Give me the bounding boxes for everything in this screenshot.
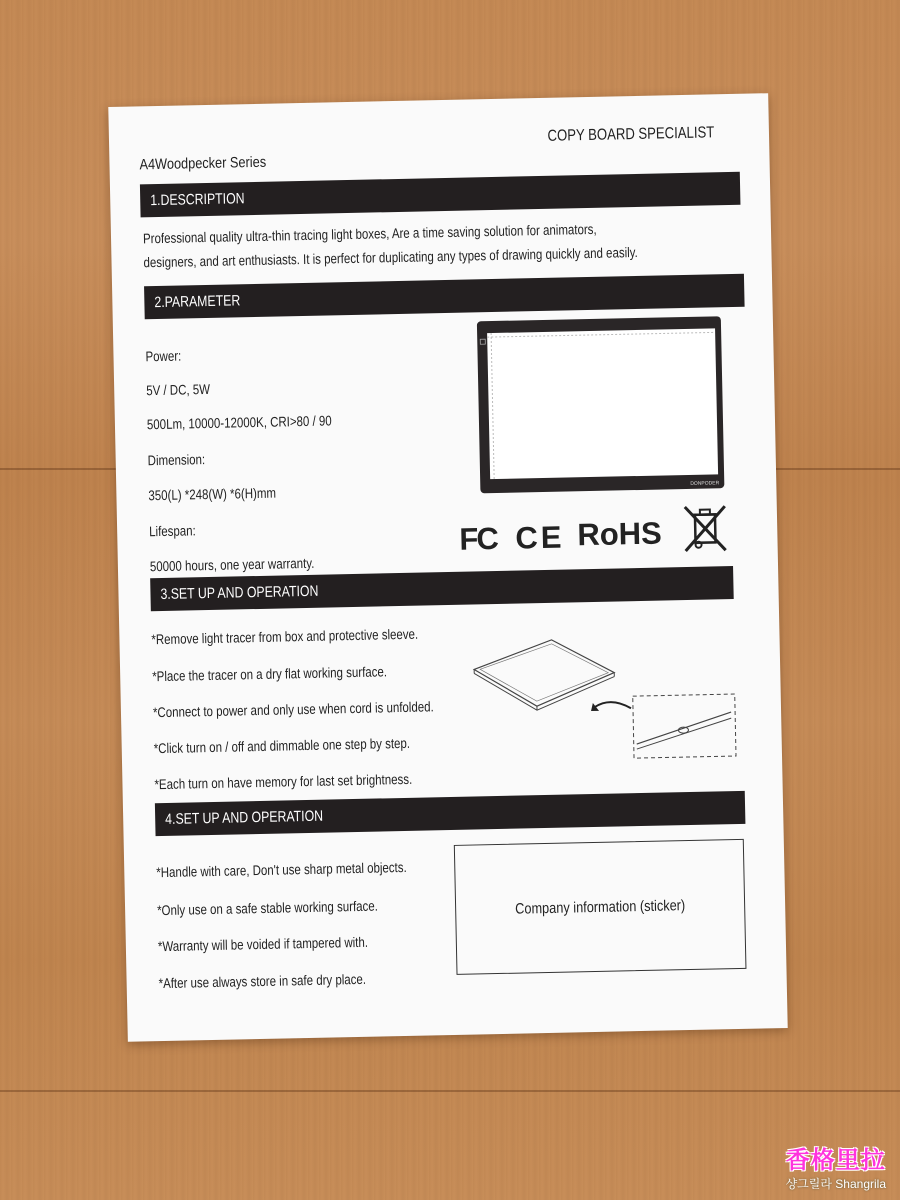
section-header-care: 4.SET UP AND OPERATION [155, 791, 746, 836]
setup-line: *Remove light tracer from box and protective sleeve. [151, 625, 419, 648]
tracer-setup-illustration [472, 634, 745, 765]
parameter-line: Lifespan: [149, 522, 196, 540]
section-header-setup: 3.SET UP AND OPERATION [150, 566, 734, 611]
parameter-line: 50000 hours, one year warranty. [149, 554, 315, 575]
instruction-sheet [108, 93, 787, 1042]
setup-line: *Click turn on / off and dimmable one step by step. [153, 734, 411, 757]
parameter-line: Power: [145, 347, 182, 365]
rohs-mark-icon: RoHS [576, 515, 663, 553]
tagline: COPY BOARD SPECIALIST [547, 124, 715, 145]
description-line: Professional quality ultra-thin tracing light boxes, Are a time saving solution for animators, [142, 220, 597, 247]
fc-mark-icon: FC [459, 520, 498, 557]
care-line: *Handle with care, Don't use sharp metal objects. [156, 858, 407, 881]
parameter-line: 500Lm, 10000-12000K, CRI>80 / 90 [146, 412, 332, 433]
description-line: designers, and art enthusiasts. It is perfect for duplicating any types of drawing quickly and easily. [143, 243, 638, 271]
device-brand-label: DONPODER [690, 480, 720, 487]
parameter-line: 350(L) *248(W) *6(H)mm [148, 484, 277, 504]
setup-line: *Connect to power and only use when cord is unfolded. [152, 698, 434, 721]
parameter-line: 5V / DC, 5W [146, 380, 211, 399]
series-name: A4Woodpecker Series [139, 153, 267, 174]
weee-bin-icon [682, 504, 729, 553]
wood-seam [0, 1090, 900, 1092]
care-line: *Only use on a safe stable working surface. [156, 897, 379, 919]
care-line: *Warranty will be voided if tampered with. [157, 933, 369, 955]
watermark-subtitle: 샹그릴라 Shangrila [785, 1177, 886, 1191]
setup-line: *Place the tracer on a dry flat working surface. [152, 663, 388, 685]
section-header-parameter: 2.PARAMETER [144, 274, 745, 320]
care-line: *After use always store in safe dry place. [158, 970, 367, 992]
light-box-illustration [475, 314, 729, 499]
watermark [786, 1140, 886, 1192]
section-header-description: 1.DESCRIPTION [140, 172, 741, 218]
watermark-title: 香格里拉 [785, 1147, 886, 1174]
ce-mark-icon: CE [515, 519, 565, 556]
company-info-sticker-box [454, 839, 747, 975]
parameter-line: Dimension: [147, 451, 206, 469]
sticker-label: Company information (sticker) [514, 896, 686, 918]
setup-line: *Each turn on have memory for last set brightness. [154, 770, 413, 793]
